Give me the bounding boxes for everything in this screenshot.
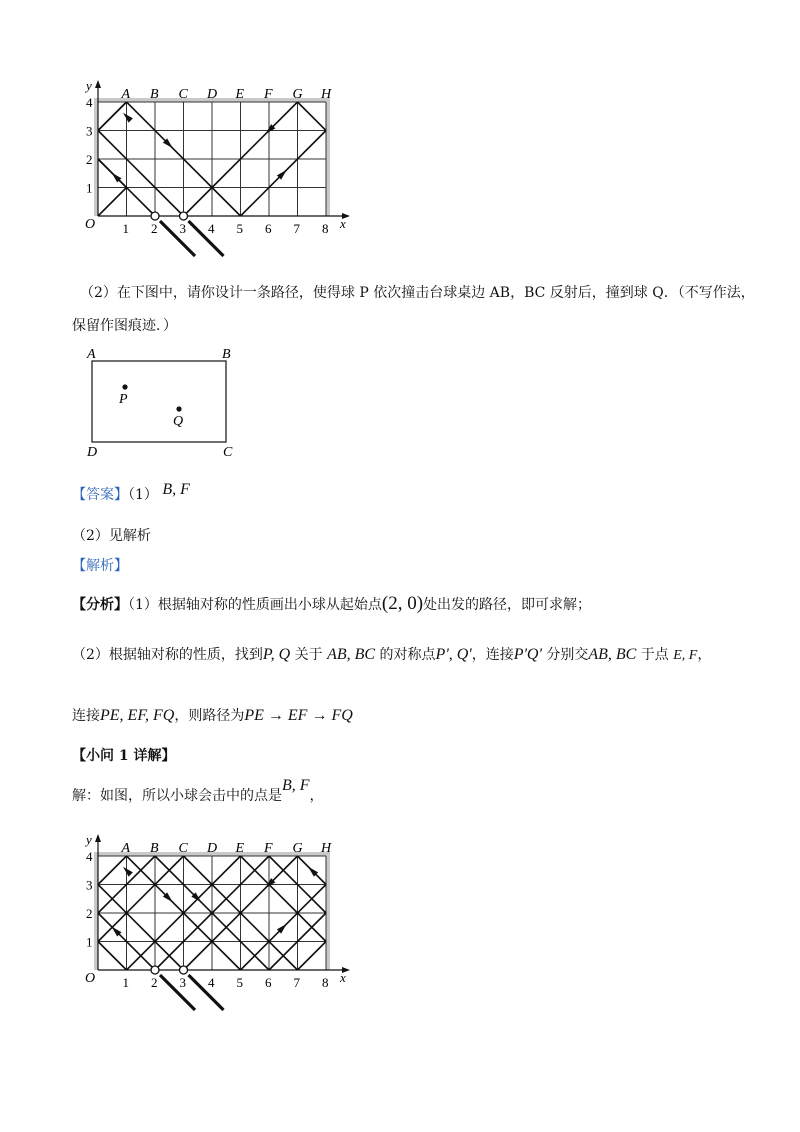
fenxi-line2-b: 关于 [294,647,323,663]
top-point-label: D [207,87,218,102]
fenxi-line3-seg: PE, EF, FQ [100,707,175,724]
x-axis-label: x [340,216,346,231]
fenxi-line3-a: 连接 [72,708,100,724]
fenxi-line3-b: ，则路径为 [174,708,245,724]
fenxi-line2-f: 于点 [640,647,669,663]
y-tick-label: 4 [86,95,93,110]
top-point-label: E [235,87,245,102]
ball-q-dot [176,406,181,411]
x-tick-label: 3 [179,221,186,236]
cue-stick-2 [189,221,224,256]
top-point-label: A [121,87,131,102]
top-point-label: H [321,87,332,102]
analysis-tag: 【解析】 [72,558,128,574]
x-tick-label: 6 [265,975,272,990]
y-axis-label: y [86,78,92,93]
x-tick-label: 4 [208,975,215,990]
x-tick-label: 8 [322,975,329,990]
x-tick-label: 3 [179,975,186,990]
ball-start-2 [151,212,159,220]
ball-p-dot [122,384,127,389]
label-d: D [87,445,98,460]
y-axis-arrow [95,834,101,842]
table-rectangle [92,361,226,442]
x-tick-label: 1 [122,221,129,236]
y-axis-arrow [95,80,101,88]
fenxi-line3-path: PE → EF → FQ [244,707,353,724]
detail-tag: 【小问 1 详解】 [72,748,176,764]
fenxi-line2-ab2: AB, BC [588,646,637,663]
top-point-label: C [178,841,188,856]
x-tick-label: 5 [236,975,243,990]
x-tick-label: 7 [293,221,300,236]
top-point-label: F [264,841,273,856]
question2-line2: 保留作图痕迹．） [72,318,177,334]
y-tick-label: 3 [86,877,93,893]
top-point-label: A [121,841,131,856]
cue-stick-2 [189,975,224,1010]
top-point-label: F [264,87,273,102]
detail-line-b: ， [309,788,324,804]
top-point-label: C [178,87,188,102]
fenxi-line2-pp: P', Q' [435,646,472,663]
y-tick-label: 1 [86,180,93,196]
fenxi-line2-pq: P, Q [262,646,291,663]
x-tick-label: 1 [122,975,129,990]
x-tick-label: 7 [293,975,300,990]
fenxi-line1-point: (2, 0) [381,593,424,614]
x-tick-label: 4 [208,221,215,236]
detail-line-a: 解：如图，所以小球会击中的点是 [72,788,282,804]
fenxi-line2-ab: AB, BC [327,646,376,663]
origin-label: O [85,971,96,986]
y-tick-label: 2 [86,152,93,167]
y-tick-label: 3 [86,123,93,139]
x-tick-label: 8 [322,221,329,236]
answer-part1-prefix: （1） [128,487,158,503]
fenxi-line2-ef: E, F [673,648,698,663]
fenxi-line2-ppqq: P'Q' [513,646,542,663]
y-tick-label: 4 [86,849,93,864]
ball-start-3 [180,212,188,220]
y-axis-label: y [86,832,92,847]
detail-line-points: B, F [282,777,310,794]
question2-line1: （2）在下图中，请你设计一条路径，使得球 P 依次撞击台球桌边 AB，BC 反射后，撞到球 Q．（不写作法， [80,285,755,301]
x-tick-label: 5 [236,221,243,236]
fenxi-line1-a: （1）根据轴对称的性质画出小球从起始点 [128,597,382,613]
label-a: A [87,347,96,362]
ball-start-2 [151,966,159,974]
origin-label: O [85,217,96,232]
top-point-label: G [292,87,303,102]
label-p: P [119,392,128,407]
answer-part2: （2）见解析 [72,528,151,544]
fenxi-line2-d: ，连接 [471,647,514,663]
cue-stick-1 [160,221,195,256]
top-point-label: G [292,841,303,856]
x-tick-label: 2 [151,975,158,990]
fenxi-tag: 【分析】 [72,597,128,613]
top-point-label: E [235,841,245,856]
top-point-label: D [207,841,218,856]
rectangle-table-figure [0,340,800,460]
cue-stick-1 [160,975,195,1010]
answer-tag: 【答案】 [72,487,128,503]
x-tick-label: 6 [265,221,272,236]
x-tick-label: 2 [151,221,158,236]
ball-start-3 [180,966,188,974]
x-axis-label: x [340,970,346,985]
y-tick-label: 1 [86,934,93,950]
y-tick-label: 2 [86,906,93,921]
fenxi-line2-c: 的对称点 [379,647,436,663]
fenxi-line2-g: ， [697,647,712,663]
fenxi-line2-a: （2）根据轴对称的性质，找到 [72,647,263,663]
billiard-grid-figure-top [0,0,800,280]
billiard-grid-figure-bottom [0,810,800,1030]
top-point-label: H [321,841,332,856]
label-c: C [223,445,233,460]
label-q: Q [173,414,184,429]
label-b: B [222,347,231,362]
fenxi-line1-b: 处出发的路径，即可求解； [423,597,592,613]
top-point-label: B [150,87,159,102]
fenxi-line2-e: 分别交 [546,647,589,663]
top-point-label: B [150,841,159,856]
answer-part1-value: B, F [162,481,190,498]
